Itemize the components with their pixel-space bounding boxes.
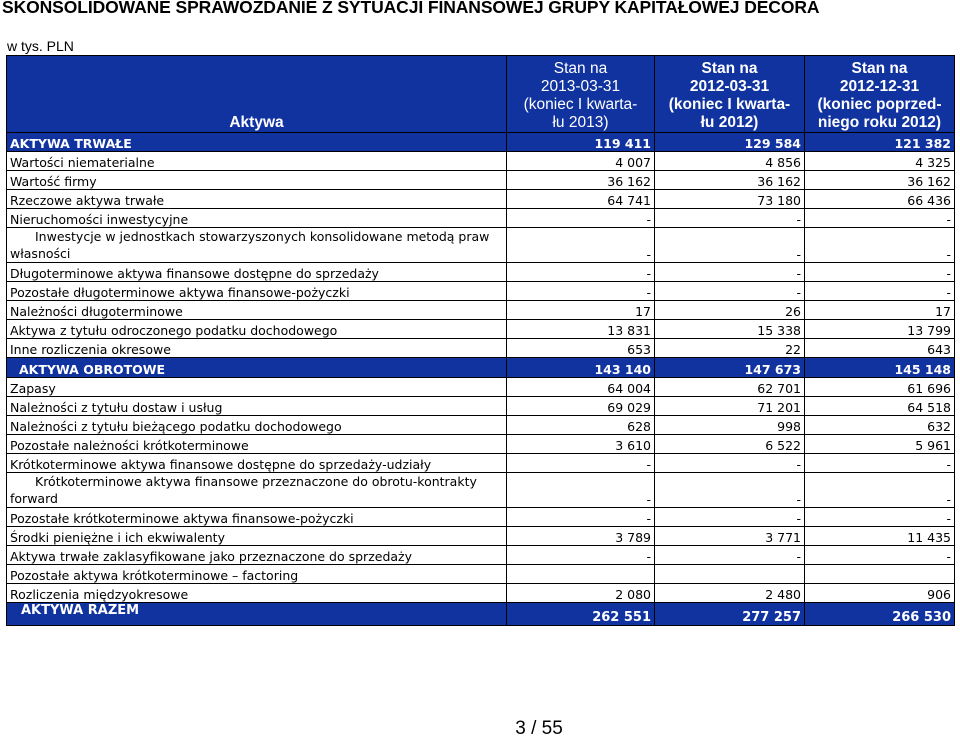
table-row xyxy=(7,320,955,339)
report-title: SKONSOLIDOWANE SPRAWOZDANIE Z SYTUACJI FINANSOWEJ GRUPY KAPITAŁOWEJ DECORA xyxy=(2,0,820,17)
row-value-v3: 13 799 xyxy=(805,320,955,339)
row-label: AKTYWA TRWAŁE xyxy=(7,133,507,152)
row-value-v3: 36 162 xyxy=(805,171,955,190)
row-value-v1: 4 007 xyxy=(507,152,655,171)
table-row xyxy=(7,473,955,508)
table-row xyxy=(7,603,955,626)
row-value-v2: - xyxy=(655,508,805,527)
row-value-v1: 3 789 xyxy=(507,527,655,546)
table-row xyxy=(7,584,955,603)
page-indicator: 3 / 55 xyxy=(515,718,563,739)
table-row xyxy=(7,171,955,190)
row-label: AKTYWA OBROTOWE xyxy=(7,358,507,378)
row-value-v3: 145 148 xyxy=(805,358,955,378)
table-row xyxy=(7,133,955,152)
row-value-v1: 17 xyxy=(507,301,655,320)
row-value-v1: - xyxy=(507,282,655,301)
row-label: Pozostałe aktywa krótkoterminowe – factoring xyxy=(7,565,507,584)
row-value-v2: - xyxy=(655,473,805,508)
row-label: Zapasy xyxy=(7,378,507,397)
row-label: Wartości niematerialne xyxy=(7,152,507,171)
row-label: Należności z tytułu dostaw i usług xyxy=(7,397,507,416)
table-row xyxy=(7,546,955,565)
row-value-v2: 4 856 xyxy=(655,152,805,171)
row-value-v2: 36 162 xyxy=(655,171,805,190)
row-value-v1: 628 xyxy=(507,416,655,435)
row-value-v1: 2 080 xyxy=(507,584,655,603)
row-value-v3: - xyxy=(805,473,955,508)
balance-sheet-table xyxy=(6,55,955,626)
header-aktywa: Aktywa xyxy=(7,56,507,133)
row-value-v3: 5 961 xyxy=(805,435,955,454)
row-value-v2: 22 xyxy=(655,339,805,358)
row-value-v3: 906 xyxy=(805,584,955,603)
table-row xyxy=(7,397,955,416)
table-header-row xyxy=(7,56,955,133)
row-value-v2: 2 480 xyxy=(655,584,805,603)
table-row xyxy=(7,358,955,378)
row-value-v3: - xyxy=(805,209,955,228)
row-value-v3: 643 xyxy=(805,339,955,358)
row-value-v1: 64 741 xyxy=(507,190,655,209)
table-row xyxy=(7,190,955,209)
row-label: Długoterminowe aktywa finansowe dostępne do sprzedaży xyxy=(7,263,507,282)
row-value-v1: 653 xyxy=(507,339,655,358)
row-value-v1: - xyxy=(507,473,655,508)
row-label: Aktywa trwałe zaklasyfikowane jako przeznaczone do sprzedaży xyxy=(7,546,507,565)
table-row xyxy=(7,263,955,282)
row-label: Pozostałe krótkoterminowe aktywa finansowe-pożyczki xyxy=(7,508,507,527)
table-row xyxy=(7,282,955,301)
row-value-v2: - xyxy=(655,282,805,301)
row-value-v1: 143 140 xyxy=(507,358,655,378)
row-value-v2: - xyxy=(655,209,805,228)
row-value-v2: 3 771 xyxy=(655,527,805,546)
unit-label: w tys. PLN xyxy=(7,38,74,54)
row-value-v3: 64 518 xyxy=(805,397,955,416)
row-value-v1: 3 610 xyxy=(507,435,655,454)
header-col-2013-03-31: Stan na 2013-03-31 (koniec I kwarta- łu 2013) xyxy=(507,56,655,133)
table-row xyxy=(7,435,955,454)
row-value-v3: - xyxy=(805,546,955,565)
row-value-v2: 277 257 xyxy=(655,603,805,626)
row-label: Należności długoterminowe xyxy=(7,301,507,320)
row-value-v2 xyxy=(655,565,805,584)
row-value-v1: - xyxy=(507,209,655,228)
row-value-v2: 129 584 xyxy=(655,133,805,152)
row-value-v2: - xyxy=(655,454,805,473)
row-label: AKTYWA RAZEM xyxy=(7,603,507,626)
row-value-v1: - xyxy=(507,263,655,282)
row-value-v1: 13 831 xyxy=(507,320,655,339)
table-row xyxy=(7,416,955,435)
row-value-v1: - xyxy=(507,508,655,527)
row-label: Inwestycje w jednostkach stowarzyszonych konsolidowane metodą praw własności xyxy=(7,228,507,263)
row-value-v3: - xyxy=(805,228,955,263)
row-value-v2: 6 522 xyxy=(655,435,805,454)
table-row xyxy=(7,565,955,584)
table-row xyxy=(7,339,955,358)
row-label: Należności z tytułu bieżącego podatku dochodowego xyxy=(7,416,507,435)
row-value-v3: - xyxy=(805,282,955,301)
row-value-v1: 69 029 xyxy=(507,397,655,416)
row-value-v3: 121 382 xyxy=(805,133,955,152)
table-row xyxy=(7,508,955,527)
row-value-v2: 15 338 xyxy=(655,320,805,339)
row-value-v1: - xyxy=(507,228,655,263)
row-value-v3: 632 xyxy=(805,416,955,435)
row-value-v2: 62 701 xyxy=(655,378,805,397)
row-value-v2: 73 180 xyxy=(655,190,805,209)
header-col-2012-12-31: Stan na 2012-12-31 (koniec poprzed- niego roku 2012) xyxy=(805,56,955,133)
row-value-v3: 66 436 xyxy=(805,190,955,209)
row-value-v1: 36 162 xyxy=(507,171,655,190)
row-label: Aktywa z tytułu odroczonego podatku dochodowego xyxy=(7,320,507,339)
row-value-v2: - xyxy=(655,546,805,565)
table-row xyxy=(7,228,955,263)
row-label: Pozostałe należności krótkoterminowe xyxy=(7,435,507,454)
row-value-v3: 11 435 xyxy=(805,527,955,546)
row-value-v2: - xyxy=(655,228,805,263)
row-value-v1 xyxy=(507,565,655,584)
header-col-2012-03-31: Stan na 2012-03-31 (koniec I kwarta- łu 2012) xyxy=(655,56,805,133)
row-value-v2: 26 xyxy=(655,301,805,320)
row-label: Nieruchomości inwestycyjne xyxy=(7,209,507,228)
row-value-v2: - xyxy=(655,263,805,282)
row-label: Inne rozliczenia okresowe xyxy=(7,339,507,358)
row-value-v3: - xyxy=(805,454,955,473)
row-value-v3: 266 530 xyxy=(805,603,955,626)
row-label: Wartość firmy xyxy=(7,171,507,190)
row-value-v1: 64 004 xyxy=(507,378,655,397)
row-value-v1: 262 551 xyxy=(507,603,655,626)
row-value-v3 xyxy=(805,565,955,584)
row-label: Pozostałe długoterminowe aktywa finansowe-pożyczki xyxy=(7,282,507,301)
row-value-v3: 61 696 xyxy=(805,378,955,397)
row-value-v2: 998 xyxy=(655,416,805,435)
table-row xyxy=(7,301,955,320)
row-label: Rzeczowe aktywa trwałe xyxy=(7,190,507,209)
row-label: Środki pieniężne i ich ekwiwalenty xyxy=(7,527,507,546)
row-label: Krótkoterminowe aktywa finansowe przeznaczone do obrotu-kontrakty forward xyxy=(7,473,507,508)
table-row xyxy=(7,152,955,171)
table-row xyxy=(7,454,955,473)
table-row xyxy=(7,527,955,546)
row-value-v2: 147 673 xyxy=(655,358,805,378)
table-row xyxy=(7,378,955,397)
row-value-v3: - xyxy=(805,263,955,282)
row-value-v1: - xyxy=(507,454,655,473)
row-value-v3: 4 325 xyxy=(805,152,955,171)
row-value-v1: - xyxy=(507,546,655,565)
row-label: Krótkoterminowe aktywa finansowe dostępne do sprzedaży-udziały xyxy=(7,454,507,473)
row-value-v1: 119 411 xyxy=(507,133,655,152)
row-value-v3: 17 xyxy=(805,301,955,320)
row-label: Rozliczenia międzyokresowe xyxy=(7,584,507,603)
row-value-v3: - xyxy=(805,508,955,527)
row-value-v2: 71 201 xyxy=(655,397,805,416)
table-row xyxy=(7,209,955,228)
